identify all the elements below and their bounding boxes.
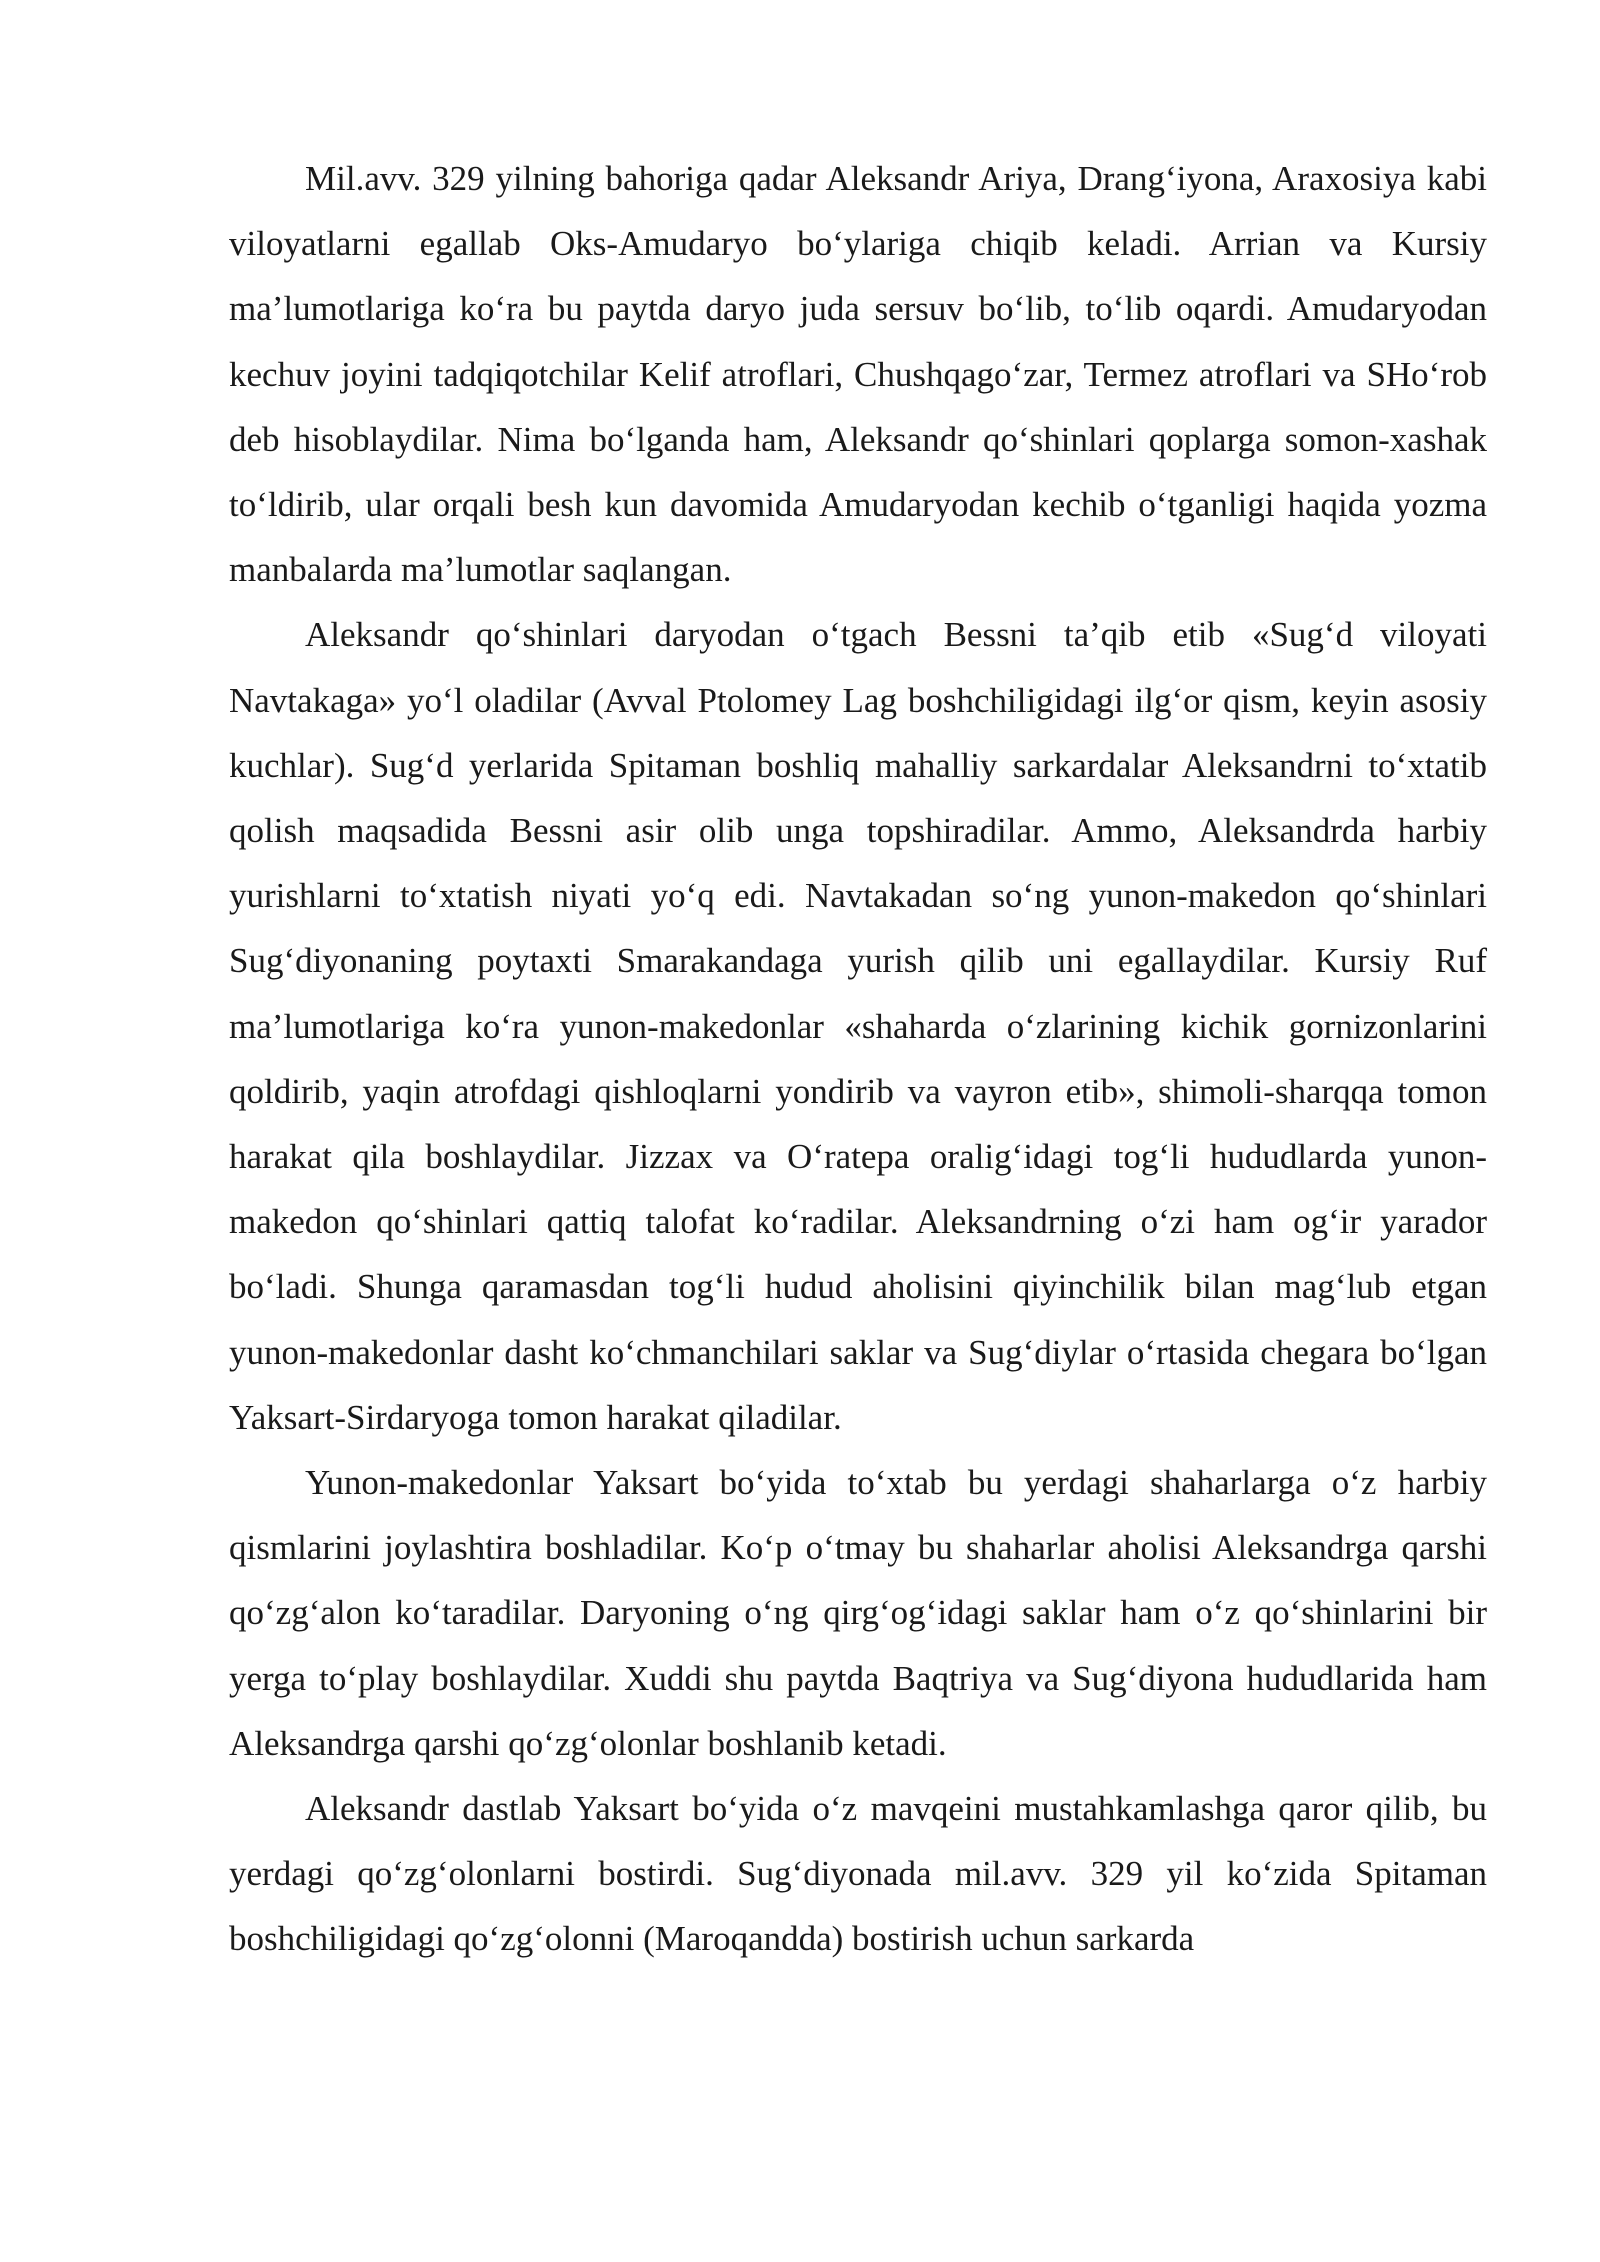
paragraph-2: Aleksandr qo‘shinlari daryodan o‘tgach Bessni ta’qib etib «Sug‘d viloyati Navtakaga» yo‘l oladilar (Avval Ptolomey Lag boshchiligidagi ilg‘or qism, keyin asosiy kuchlar). Sug‘d yerlarida Spitaman boshliq mahalliy sarkardalar Aleksandrni to‘xtatib qolish maqsadida Bessni asir olib unga topshiradilar. Ammo, Aleksandrda harbiy yurishlarni to‘xtatish niyati yo‘q edi. Navtakadan so‘ng yunon-makedon qo‘shinlari Sug‘diyonaning poytaxti Smarakandaga yurish qilib uni egallaydilar. Kursiy Ruf ma’lumotlariga ko‘ra yunon-makedonlar «shaharda o‘zlarining kichik gornizonlarini qoldirib, yaqin atrofdagi qishloqlarni yondirib va vayron etib», shimoli-sharqqa tomon harakat qila boshlaydilar. Jizzax va O‘ratepa oralig‘idagi tog‘li hududlarda yunon-makedon qo‘shinlari qattiq talofat ko‘radilar. Aleksandrning o‘zi ham og‘ir yarador bo‘ladi. Shunga qaramasdan tog‘li hudud aholisini qiyinchilik bilan mag‘lub etgan yunon-makedonlar dasht ko‘chmanchilari saklar va Sug‘diylar o‘rtasida chegara bo‘lgan Yaksart-Sirdaryoga tomon harakat qiladilar. xyxy=(229,615,1487,1437)
paragraph-1: Mil.avv. 329 yilning bahoriga qadar Aleksandr Ariya, Drang‘iyona, Araxosiya kabi viloyatlarni egallab Oks-Amudaryo bo‘ylariga chiqib keladi. Arrian va Kursiy ma’lumotlariga ko‘ra bu paytda daryo juda sersuv bo‘lib, to‘lib oqardi. Amudaryodan kechuv joyini tadqiqotchilar Kelif atroflari, Chushqago‘zar, Termez atroflari va SHo‘rob deb hisoblaydilar. Nima bo‘lganda ham, Aleksandr qo‘shinlari qoplarga somon-xashak to‘ldirib, ular orqali besh kun davomida Amudaryodan kechib o‘tganligi haqida yozma manbalarda ma’lumotlar saqlangan. xyxy=(229,159,1487,590)
paragraph-3: Yunon-makedonlar Yaksart bo‘yida to‘xtab bu yerdagi shaharlarga o‘z harbiy qismlarini joylashtira boshladilar. Ko‘p o‘tmay bu shaharlar aholisi Aleksandrga qarshi qo‘zg‘alon ko‘taradilar. Daryoning o‘ng qirg‘og‘idagi saklar ham o‘z qo‘shinlarini bir yerga to‘play boshlaydilar. Xuddi shu paytda Baqtriya va Sug‘diyona hududlarida ham Aleksandrga qarshi qo‘zg‘olonlar boshlanib ketadi. xyxy=(229,1463,1487,1763)
document-body xyxy=(229,146,1487,1972)
paragraph-4: Aleksandr dastlab Yaksart bo‘yida o‘z mavqeini mustahkamlashga qaror qilib, bu yerdagi qo‘zg‘olonlarni bostirdi. Sug‘diyonada mil.avv. 329 yil ko‘zida Spitaman boshchiligidagi qo‘zg‘olonni (Maroqandda) bostirish uchun sarkarda xyxy=(229,1789,1487,1959)
